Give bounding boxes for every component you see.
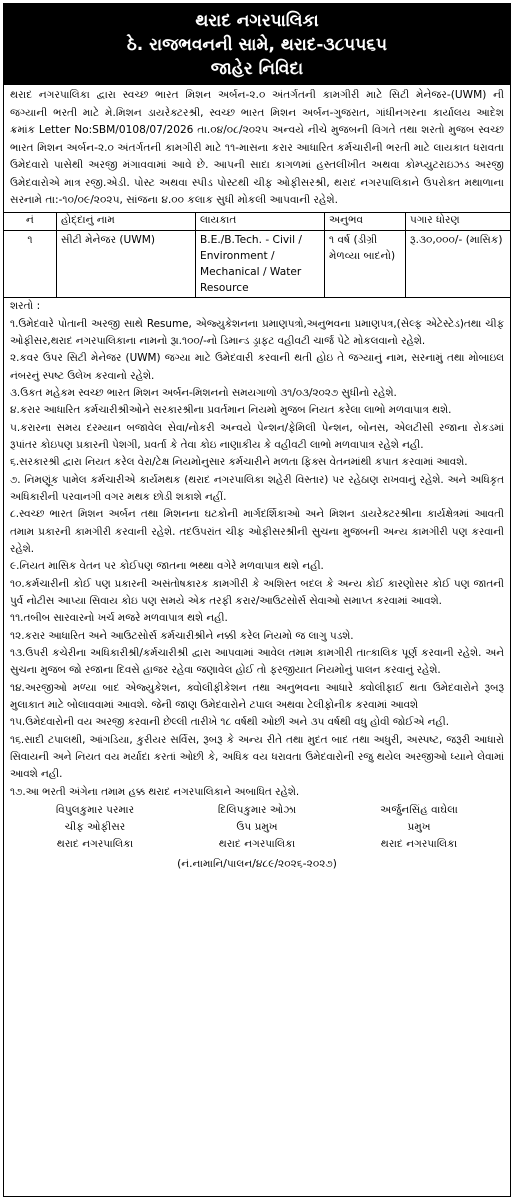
- term-item: ૫.કરારના સમય દરમ્યાન બજાવેલ સેવા/નોકરી અન્વયે પેન્શન/ફેમિલી પેન્શન, બોનસ, એલટીસી રજાના રોકડમાં રૂપાંતર કોઇપણ પ્રકારની પેશગી, પ્રવર્તા કે તેવા કોઇ નાણાકીય કે વહીવટી લાભો મળવાપાત્ર રહેશે નહી.: [10, 421, 504, 451]
- cell-experience: ૧ વર્ષ (ડીગ્રી મેળવ્યા બાદનો): [325, 230, 406, 297]
- term-item: ૨.કવર ઉપર સિટી મેનેજર (UWM) જગ્યા માટે ઉમેદવારી કરવાની થતી હોઇ તે જગ્યાનું નામ, સરનામું તથા મોબાઇલ નંબરનું સ્પષ્ટ ઉલેખ કરવાનો રહેશે.: [10, 352, 504, 382]
- term-item: ૮.સ્વચ્છ ભારત મિશન અર્બન તથા મિશનના ઘટકોની માર્ગદર્શિકાઓ અને મિશન ડાયરેક્ટરશ્રીના કાર્યક્ષેત્રમાં આવતી તમામ પ્રકારની કામગીરી કરવાની રહેશે. તદઉપરાંત ચીફ ઓફીસરશ્રીની સુચના મુજબની અન્ય કામગીરી પણ કરવાની રહેશે.: [10, 508, 504, 555]
- term-item: ૧૧.તબીબ સારવારનો ખર્ચ મજરે મળવાપાત્ર થશે નહી.: [10, 612, 228, 625]
- term-item: ૧૨.કરાર આધારિત અને આઉટસોર્સ કર્મચારીશ્રીને નક્કી કરેલ નિયમો જ લાગુ પડશે.: [10, 629, 354, 642]
- signatory-chief-officer: [14, 802, 176, 853]
- signatory-title: ચીફ ઓફીસર: [64, 821, 126, 834]
- signatory-name: અર્જુનસિંહ વાઘેલા: [380, 804, 458, 817]
- term-item: ૧૬.સાદી ટપાલથી, આંગડિયા, કુરીયર સર્વિસ, રૂબરૂ કે અન્ય રીતે તથા મુદત બાદ તથા અધુરી, અસ્પષ્ટ, જરૂરી આધારો સિવાયની અને નિયત વય મર્યાદા કરતાં ઓછી કે, અધિક વય ધરાવતા ઉમેદવારોની રજુ થયેલ અરજીઓ ધ્યાને લેવામાં આવશે નહી.: [10, 733, 504, 781]
- term-item: ૯.નિયત માસિક વેતન પર કોઈપણ જાતના ભથ્થા વગેરે મળવાપાત્ર થશે નહી.: [10, 560, 324, 573]
- term-item: ૪.કરાર આધારિત કર્મચારીશ્રીઓને સરકારશ્રીના પ્રવર્તમાન નિયમો મુજબ નિયત કરેલા લાભો મળવાપાત્ર થશે.: [10, 404, 452, 417]
- signatory-vice-president: [176, 802, 338, 853]
- term-item: ૭. નિમણૂંક પામેલ કર્મચારીએ કાર્યમથક (થરાદ નગરપાલિકા શહેરી વિસ્તાર) પર રહેઠાણ રાખવાનું રહેશે. અને અધિકૃત અધિકારીની પરવાનગી વગર મથક છોડી શકાશે નહીં.: [10, 473, 504, 503]
- term-item: ૩.ઉકત મહેકમ સ્વચ્છ ભારત મિશન અર્બન-મિશનનો સમયગાળો ૩૧/૦૩/૨૦૨૭ સુધીનો રહેશે.: [10, 386, 397, 399]
- terms-title: શરતો :: [10, 299, 41, 312]
- cell-no: ૧: [4, 230, 57, 297]
- term-item: ૧.ઉમેદવારે પોતાની અરજી સાથે Resume, એજ્યુકેશનના પ્રમાણપત્રો,અનુભવના પ્રમાણપત્ર,(સેલ્ફ એટેસ્ટેડ)તથા ચીફ ઓફીસર,થરાદ નગરપાલિકાના નામનો રૂા.૧૦૦/-નો ડિમાન્ડ ડ્રાફટ વહીવટી ચાર્જ પેટે મોકલવાનો રહેશે.: [10, 317, 504, 347]
- signatory-org: થરાદ નગરપાલિકા: [56, 838, 134, 851]
- org-name: થરાદ નગરપાલિકા: [195, 11, 319, 31]
- signatory-president: [338, 802, 500, 853]
- term-item: ૧૩.ઉપરી કચેરીના અધિકારીશ્રી/કર્મચારીશ્રી દ્વારા આપવામાં આવેલ તમામ કામગીરી તાત્કાલિક પૂર્ણ કરવાની રહેશે. અને સુચના મુજબ જો રજાના દિવસે હાજર રહેવા જણાવેલ હોઈ તો ફરજીયાત નિયમોનું પાલન કરવાનું રહેશે.: [10, 647, 504, 677]
- signatory-title: ઉપ પ્રમુખ: [236, 821, 278, 834]
- reference-number: (નં.નામાનિ/પાલન/૪૮૯/૨૦૨૬-૨૦૨૭): [177, 858, 337, 871]
- term-item: ૬.સરકારશ્રી દ્વારા નિયત કરેલ વેરા/ટેક્ષ નિયમોનુસાર કર્મચારીને મળતા ફિક્સ વેતનમાંથી કપાત કરવામાં આવશે.: [10, 456, 468, 469]
- term-item: ૧૭.આ ભરતી અંગેના તમામ હક્ક થરાદ નગરપાલિકાને અબાધિત રહેશે.: [10, 785, 300, 798]
- header-qualification: લાયકાત: [196, 213, 325, 231]
- org-address: ઠે. રાજભવનની સામે, થરાદ-૩૮૫૫૬૫: [126, 35, 388, 55]
- signatory-title: પ્રમુખ: [407, 821, 431, 834]
- term-item: ૧૦.કર્મચારીની કોઈ પણ પ્રકારની અસંતોષકારક કામગીરી કે અશિસ્ત બદલ કે અન્ય કોઈ કારણોસર કોઈ પણ જાતની પુર્વ નોટીસ આપ્યા સિવાય કોઇ પણ સમયે એક તરફી કરાર/આઉટસોર્સ સેવાઓ સમાપ્ત કરવામાં આવશે.: [10, 577, 504, 607]
- table-header-row: [4, 213, 510, 231]
- tender-notice: [3, 3, 511, 1197]
- cell-post: સીટી મેનેજર (UWM): [57, 230, 196, 297]
- term-item: ૧૫.ઉમેદવારોની વય અરજી કરવાની છેલ્લી તારીખે ૧૮ વર્ષથી ઓછી અને ૩૫ વર્ષથી વધુ હોવી જોઈએ નહી.: [10, 716, 449, 729]
- signatory-name: દિલિપકુમાર ઓઝા: [217, 804, 297, 817]
- header-salary: પગાર ધોરણ: [406, 213, 511, 231]
- cell-salary: રૂ.૩૦,૦૦૦/- (માસિક): [406, 230, 511, 297]
- intro-paragraph: થરાદ નગરપાલિકા દ્વારા સ્વચ્છ ભારત મિશન અર્બન-૨.૦ અંતર્ગતની કામગીરી માટે સિટી મેનેજર-(UWM) ની જગ્યાની ભરતી માટે મે.મિશન ડાયરેક્ટરશ્રી, સ્વચ્છ ભારત મિશન અર્બન-ગુજરાત, ગાંધીનગરના કાર્યાલય આદેશ ક્રમાંક Letter No:SBM/0108/07/2026 તા.૦૪/૦૮/૨૦૨૫ અન્વયે નીચે મુજબની વિગતે તથા શરતો મુજબ સ્વચ્છ ભારત મિશન અર્બન-૨.૦ અંતર્ગતની કામગીરી માટે ૧૧-માસના કરાર આધારિત કર્મચારીની ભરતી માટે લાયકાત ધરાવતા ઉમેદવારો પાસેથી અરજી મંગાવવામાં આવે છે. આપની સાદા કાગળમાં હસ્તલીખીત અથવા કોમ્પ્યુટરાઇઝડ અરજી ઉમેદવારોએ માત્ર રજી.એડી. પોસ્ટ અથવા સ્પીડ પોસ્ટથી ચીફ ઓફીસરશ્રી, થરાદ નગરપાલિકાને ઉપરોક્ત મથાળાના સરનામે તા:-૧૦/૦૯/૨૦૨૫, સાંજના ૪.૦૦ કલાક સુધી મોકલી આપવાની રહેશે.: [4, 85, 510, 213]
- signatory-org: થરાદ નગરપાલિકા: [380, 838, 458, 851]
- signatory-name: વિપુલકુમાર પરમાર: [55, 804, 135, 817]
- term-item: ૧૪.અરજીઓ મળ્યા બાદ એજ્યુકેશન, ક્વોલીફીકેશન તથા અનુભવના આધારે ક્વોલીફાઈ થતા ઉમેદવારોને રૂબરૂ મુલાકાત માટે બોલાવવામાં આવશે. જેની જાણ ઉમેદવારોને ટપાલ અથવા ટેલીફોનીક કરવામાં આવશે: [10, 681, 504, 712]
- cell-qualification: B.E./B.Tech. - Civil / Environment / Mechanical / Water Resource: [196, 230, 325, 297]
- notice-header: [4, 4, 510, 85]
- header-experience: અનુભવ: [325, 213, 406, 231]
- signatory-org: થરાદ નગરપાલિકા: [218, 838, 296, 851]
- notice-title: જાહેર નિવિદા: [210, 59, 304, 79]
- table-row: [4, 230, 510, 297]
- signatures: [4, 802, 510, 853]
- header-post: હોદ્દાનું નામ: [57, 213, 196, 231]
- header-no: નં: [4, 213, 57, 231]
- terms-list: [4, 315, 510, 803]
- post-table: [4, 213, 510, 298]
